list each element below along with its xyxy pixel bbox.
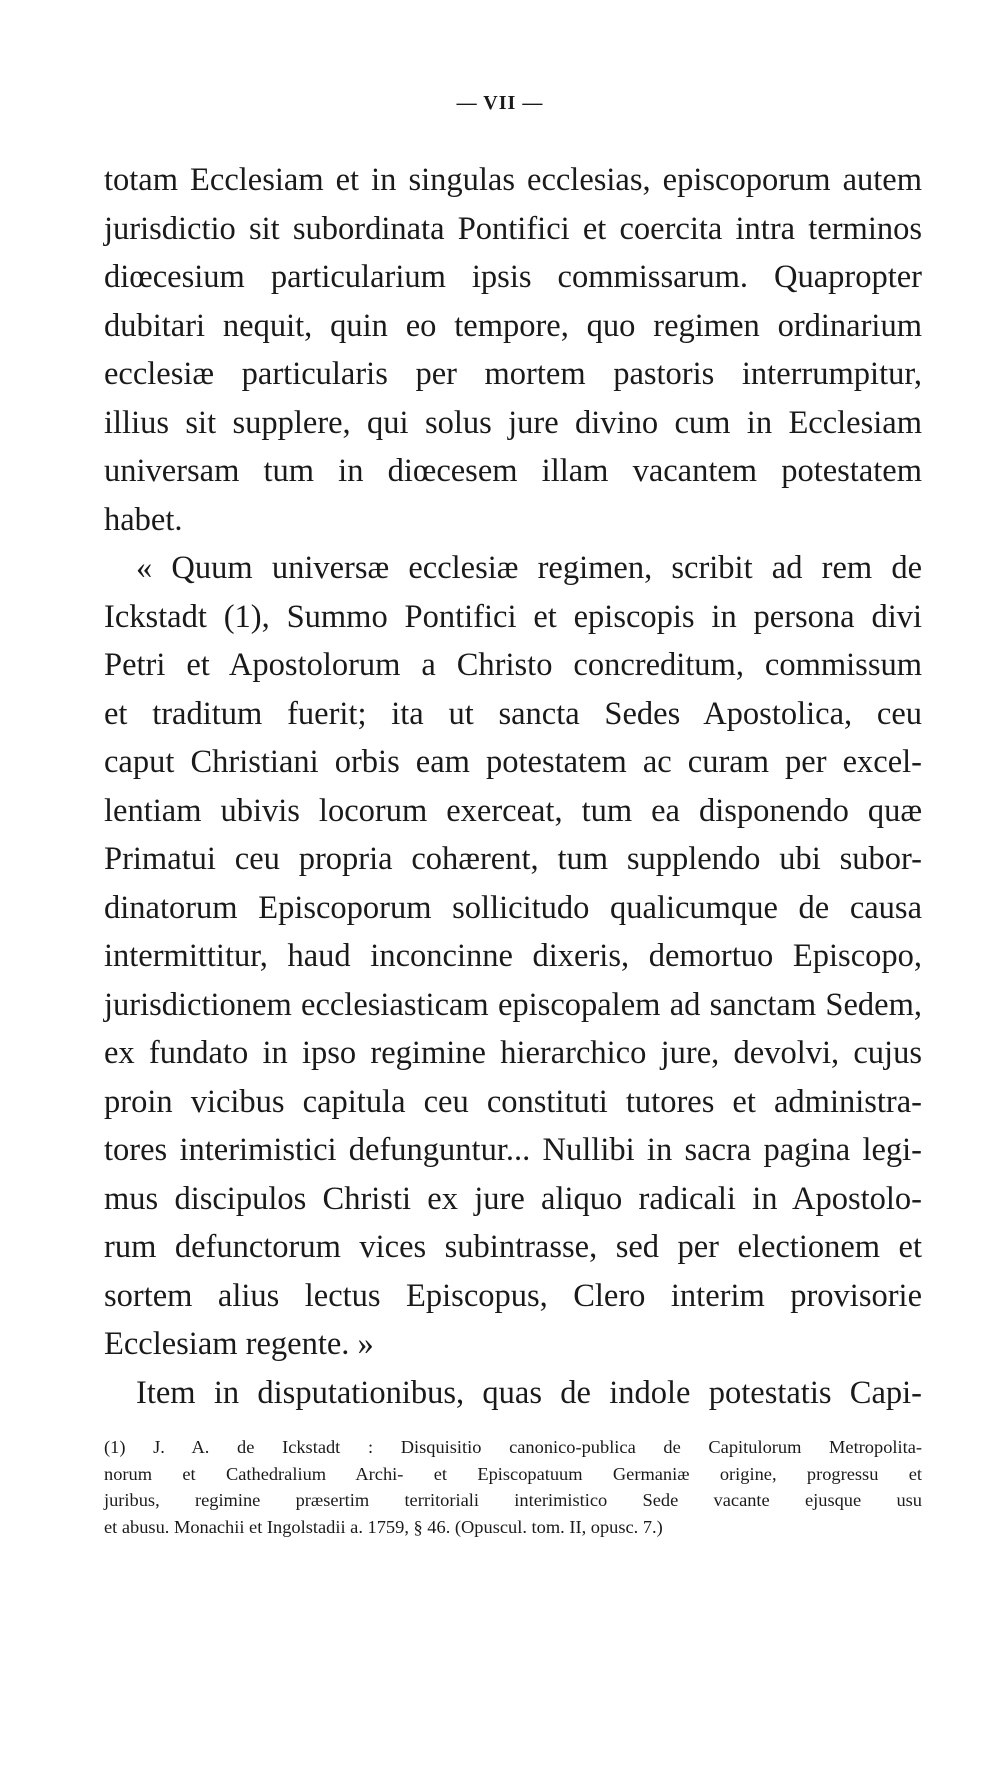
text-line: habet. — [104, 501, 183, 538]
footnote — [104, 1434, 922, 1540]
text-line: jurisdictionem ecclesiasticam episcopalem ad sanctam Sedem, — [104, 986, 922, 1023]
text-line: rum defunctorum vices subintrasse, sed per electionem et — [104, 1229, 922, 1265]
text-line: diœcesium particularium ipsis commissarum. Quapropter — [104, 259, 922, 295]
footnote-line: et abusu. Monachii et Ingolstadii a. 1759, § 46. (Opuscul. tom. II, opusc. 7.) — [104, 1516, 663, 1537]
text-line: caput Christiani orbis eam potestatem ac curam per excel- — [104, 744, 922, 780]
text-line: totam Ecclesiam et in singulas ecclesias, episcoporum autem — [104, 162, 922, 198]
text-line: Ecclesiam regente. » — [104, 1326, 374, 1362]
text-line: dubitari nequit, quin eo tempore, quo regimen ordinarium — [104, 307, 922, 344]
text-line: lentiam ubivis locorum exerceat, tum ea disponendo quæ — [104, 792, 922, 829]
text-line: proin vicibus capitula ceu constituti tutores et administra- — [104, 1083, 922, 1120]
text-line: mus discipulos Christi ex jure aliquo radicali in Apostolo- — [104, 1180, 922, 1217]
text-line: dinatorum Episcoporum sollicitudo qualicumque de causa — [104, 889, 922, 926]
text-line: sortem alius lectus Episcopus, Clero interim provisorie — [104, 1277, 922, 1314]
footnote-line: (1) J. A. de Ickstadt : Disquisitio canonico-publica de Capitulorum Metropolita- — [104, 1437, 922, 1457]
running-head: — VII — — [456, 92, 544, 114]
text-line: tores interimistici defunguntur... Nullibi in sacra pagina legi- — [104, 1132, 922, 1168]
text-line: ecclesiæ particularis per mortem pastoris interrumpitur, — [104, 356, 922, 392]
text-line: Primatui ceu propria cohærent, tum supplendo ubi subor- — [104, 841, 922, 877]
text-line: Petri et Apostolorum a Christo concreditum, commissum — [104, 647, 922, 683]
footnote-line: norum et Cathedralium Archi- et Episcopatuum Germaniæ origine, progressu et — [104, 1463, 922, 1484]
text-line: illius sit supplere, qui solus jure divino cum in Ecclesiam — [104, 404, 922, 441]
text-line: jurisdictio sit subordinata Pontifici et coercita intra terminos — [104, 210, 922, 247]
text-line: Ickstadt (1), Summo Pontifici et episcopis in persona divi — [104, 598, 922, 635]
body-text — [104, 156, 922, 1417]
text-line: et traditum fuerit; ita ut sancta Sedes Apostolica, ceu — [104, 695, 922, 732]
text-line: intermittitur, haud inconcinne dixeris, demortuo Episcopo, — [104, 938, 922, 974]
text-line: « Quum universæ ecclesiæ regimen, scribit ad rem de — [136, 550, 922, 586]
text-line: Item in disputationibus, quas de indole potestatis Capi- — [136, 1374, 922, 1411]
footnote-line: juribus, regimine præsertim territoriali interimistico Sede vacante ejusque usu — [104, 1490, 922, 1510]
text-line: ex fundato in ipso regimine hierarchico jure, devolvi, cujus — [104, 1035, 922, 1071]
text-line: universam tum in diœcesem illam vacantem potestatem — [104, 453, 922, 489]
